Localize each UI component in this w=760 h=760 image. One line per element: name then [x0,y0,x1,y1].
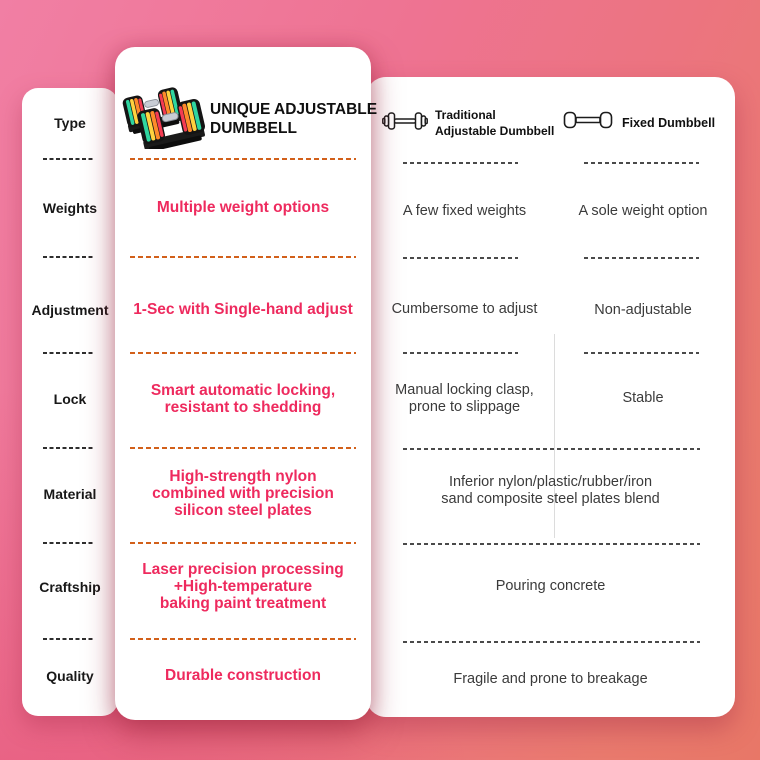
fixed-dumbbell-header [563,110,731,135]
divider-dashed [584,352,699,354]
competitors-card [366,77,735,717]
row-label-quality: Quality [46,668,94,684]
unique-lock-value: Smart automatic locking, resistant to shedding [150,382,336,416]
divider-dashed [403,257,518,259]
divider-dashed [43,638,93,640]
divider-dashed [403,448,700,450]
unique-dumbbell-header [121,83,378,154]
divider-dashed [43,542,93,544]
unique-dumbbell-card [115,47,378,720]
fixed-adjustment-value: Non-adjustable [594,302,692,318]
unique-weights-value: Multiple weight options [156,199,330,216]
row-label-material: Material [43,486,97,502]
traditional-lock-value: Manual locking clasp, prone to slippage [395,382,534,415]
row-label-weights: Weights [42,200,98,216]
divider-dashed-orange [130,638,356,640]
row-labels-card [22,88,118,716]
unique-material-value: High-strength nylon combined with precision silicon steel plates [152,468,334,519]
divider-dashed-orange [130,352,356,354]
row-label-craftship: Craftship [39,579,101,595]
divider-dashed [43,256,93,258]
fixed-lock-value: Stable [622,390,664,406]
divider-dashed [43,447,93,449]
unique-craftship-value: Laser precision processing +High-temperature baking paint treatment [142,561,344,612]
fixed-dumbbell-icon [563,110,613,135]
divider-dashed [43,158,93,160]
unique-quality-value: Durable construction [165,667,321,684]
divider-dashed [43,352,93,354]
traditional-dumbbell-header [382,107,554,139]
divider-dashed-orange [130,158,356,160]
unique-dumbbell-title: UNIQUE ADJUSTABLE DUMBBELL [210,100,378,137]
traditional-adjustment-value: Cumbersome to adjust [391,301,538,317]
fixed-dumbbell-title: Fixed Dumbbell [622,115,716,130]
traditional-weights-value: A few fixed weights [402,203,527,219]
traditional-dumbbell-title: Traditional Adjustable Dumbbell [435,108,555,138]
row-label-type: Type [54,115,86,131]
unique-adjustment-value: 1-Sec with Single-hand adjust [133,301,353,318]
row-label-adjustment: Adjustment [31,302,109,318]
adjustable-dumbbell-product-image [121,83,205,154]
divider-dashed [403,162,518,164]
divider-dashed [584,162,699,164]
traditional-dumbbell-icon [382,110,428,137]
divider-dashed-orange [130,447,356,449]
divider-dashed [403,352,518,354]
shared-material-value: Inferior nylon/plastic/rubber/iron sand composite steel plates blend [441,474,660,507]
divider-dashed [584,257,699,259]
divider-dashed [403,543,700,545]
divider-dashed [403,641,700,643]
divider-dashed-orange [130,542,356,544]
shared-quality-value: Fragile and prone to breakage [453,671,648,687]
shared-craftship-value: Pouring concrete [495,578,606,594]
row-label-lock: Lock [53,391,87,407]
fixed-weights-value: A sole weight option [578,203,708,219]
divider-dashed-orange [130,256,356,258]
